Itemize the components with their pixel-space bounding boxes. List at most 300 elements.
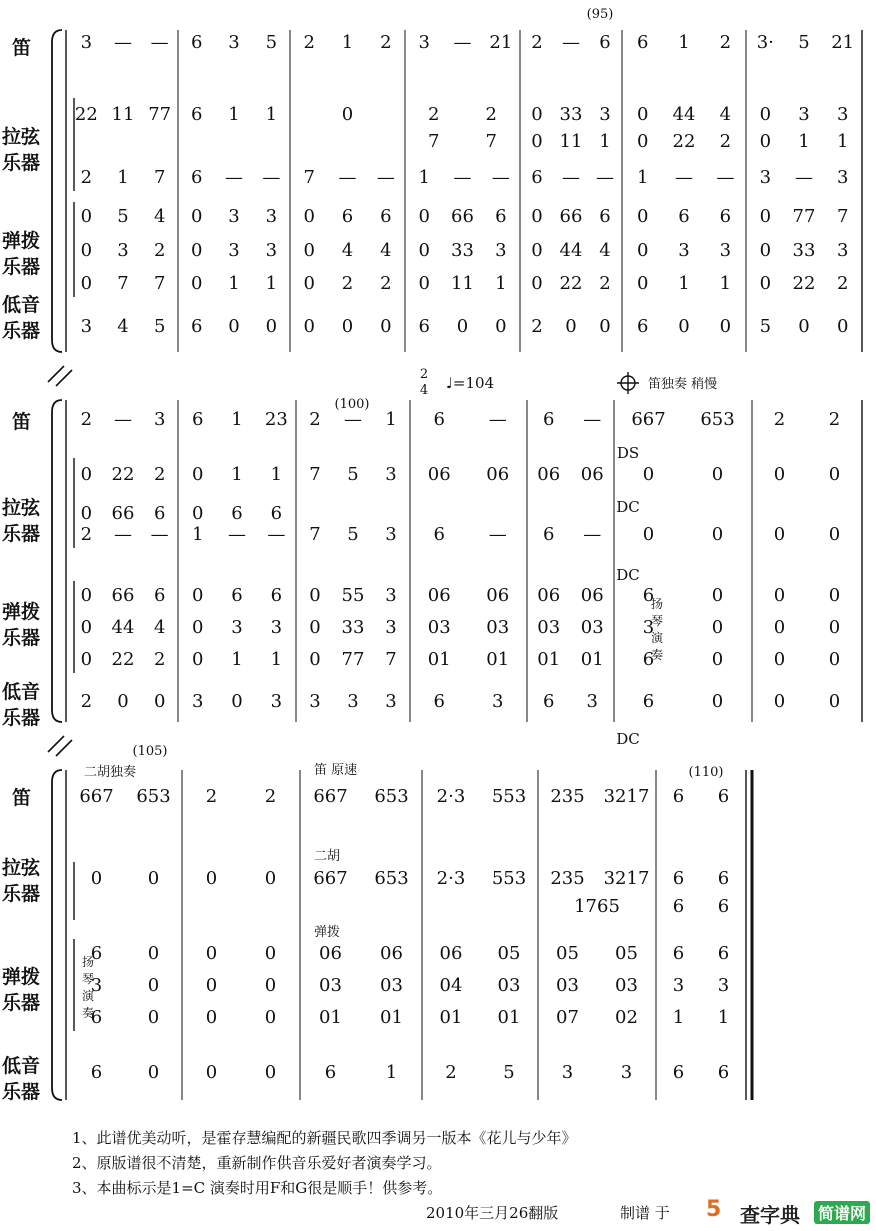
plucked-note: 0	[636, 273, 649, 294]
bass-note: 0	[341, 316, 354, 337]
plucked-label: 弹拨	[314, 925, 341, 940]
strings-note: 2	[80, 167, 93, 188]
plucked-note: 0	[191, 649, 204, 670]
plucked-note: 0	[147, 943, 160, 964]
plucked-note: 77	[341, 649, 365, 670]
strings-note: 3	[759, 167, 772, 188]
ds-marking: DS	[616, 444, 640, 462]
flute-note: 1	[678, 32, 690, 53]
strings-note: 0	[191, 464, 204, 485]
bass-note: 6	[672, 1062, 685, 1083]
plucked-note: 3	[678, 240, 690, 261]
watermark-logo	[706, 1197, 874, 1229]
bass-note: 0	[228, 316, 240, 337]
plucked-note: 0	[264, 1007, 277, 1028]
plucked-note: 2	[380, 273, 392, 294]
strings-note: —	[267, 524, 286, 545]
bass-note: 0	[147, 1062, 160, 1083]
strings-note: 33	[559, 104, 583, 125]
plucked-note: 4	[599, 240, 611, 261]
strings-note: 235	[550, 868, 585, 889]
flute-note: 2	[205, 786, 218, 807]
flute-note: 3	[153, 409, 166, 430]
plucked-note: 0	[418, 273, 430, 294]
strings-note: 66	[111, 503, 135, 524]
plucked-note: 1	[672, 1007, 685, 1028]
plucked-note: 44	[559, 240, 583, 261]
strings-note: 3217	[603, 868, 650, 889]
plucked-note: 05	[556, 943, 579, 964]
plucked-note: 0	[636, 206, 649, 227]
plucked-note: 77	[792, 206, 816, 227]
bass-note: 3	[620, 1062, 633, 1083]
plucked-note: 3	[265, 240, 278, 261]
strings-note: 653	[374, 868, 409, 889]
flute-note: 2	[264, 786, 277, 807]
plucked-note: 01	[580, 649, 604, 670]
strings-note: 7	[485, 131, 497, 152]
flute-note: 2	[719, 32, 732, 53]
strings-note: 1	[265, 104, 278, 125]
plucked-note: 0	[773, 649, 786, 670]
plucked-note: 0	[190, 206, 203, 227]
dc-marking: DC	[616, 498, 640, 516]
bass-note: 0	[231, 691, 243, 712]
strings-note: 667	[313, 868, 348, 889]
bass-note: 6	[717, 1062, 730, 1083]
plucked-note: 0	[303, 273, 315, 294]
strings-note: 0	[828, 524, 841, 545]
strings-note: —	[453, 167, 472, 188]
flute-note: 2	[828, 409, 841, 430]
plucked-note: 03	[319, 975, 342, 996]
strings-note: —	[562, 167, 580, 188]
bass-note: 3	[586, 691, 598, 712]
strings-note: 4	[719, 104, 732, 125]
plucked-note: 6	[717, 943, 730, 964]
plucked-note: 11	[451, 273, 474, 294]
plucked-note: 3	[265, 206, 278, 227]
bass-note: 2	[80, 691, 93, 712]
flute-note: 2	[380, 32, 392, 53]
time-signature-top: 2	[419, 367, 429, 382]
logo-mark: 5	[706, 1197, 722, 1222]
bass-note: 0	[264, 1062, 277, 1083]
flute-note: 6	[717, 786, 730, 807]
plucked-note: 6	[270, 585, 283, 606]
plucked-note: 0	[711, 585, 724, 606]
plucked-note: 01	[497, 1007, 521, 1028]
label-bass-3a: 低音	[2, 1055, 41, 1077]
plucked-note: 0	[759, 206, 772, 227]
strings-note: 1	[798, 131, 810, 152]
measure-number: (105)	[132, 744, 168, 759]
plucked-note: 6	[153, 585, 166, 606]
plucked-note: 3	[719, 240, 732, 261]
strings-note: 0	[80, 464, 93, 485]
bass-note: 3	[309, 691, 321, 712]
strings-note: 1	[418, 167, 430, 188]
plucked-note: 44	[111, 617, 135, 638]
flute-note: 6	[191, 409, 204, 430]
flute-note: 5	[265, 32, 278, 53]
plucked-note: 06	[537, 585, 561, 606]
strings-note: 5	[347, 524, 359, 545]
plucked-note: 04	[439, 975, 463, 996]
strings-note: 0	[341, 104, 354, 125]
strings-note: 0	[205, 868, 218, 889]
yangqin-label: 奏	[81, 1006, 95, 1020]
strings-note: 6	[531, 167, 543, 188]
plucked-note: 3	[228, 206, 240, 227]
strings-note: 2·3	[436, 868, 466, 889]
plucked-note: 0	[80, 617, 93, 638]
strings-note: 0	[828, 464, 841, 485]
strings-note: 6	[672, 896, 685, 917]
plucked-note: 33	[792, 240, 816, 261]
strings-note: 2	[80, 524, 93, 545]
bass-note: 0	[456, 316, 469, 337]
logo-name: 查字典	[740, 1203, 800, 1227]
strings-note: 553	[491, 868, 527, 889]
yangqin-label: 琴	[650, 614, 664, 628]
plucked-note: 6	[495, 206, 507, 227]
plucked-note: 0	[531, 206, 543, 227]
plucked-note: 0	[191, 585, 204, 606]
bass-note: 5	[153, 316, 166, 337]
label-strings-1b: 乐器	[2, 152, 41, 174]
plucked-note: 22	[559, 273, 583, 294]
strings-note: 06	[580, 464, 604, 485]
label-plucked-3b: 乐器	[2, 992, 41, 1014]
plucked-note: 0	[759, 273, 772, 294]
strings-note: 1765	[574, 896, 620, 917]
plucked-note: 03	[380, 975, 403, 996]
plucked-note: 6	[90, 1007, 103, 1028]
bass-note: 0	[495, 316, 507, 337]
plucked-note: 02	[615, 1007, 638, 1028]
bass-note: 5	[759, 316, 772, 337]
strings-note: 0	[636, 131, 649, 152]
label-bass-1b: 乐器	[2, 320, 41, 342]
flute-note: 235	[550, 786, 585, 807]
footnote-3: 3、本曲标示是1=C 演奏时用F和G很是顺手！供参考。	[72, 1179, 443, 1197]
flute-tempo-label: 笛 原速	[314, 763, 358, 778]
label-strings-2b: 乐器	[2, 523, 41, 545]
label-bass-3b: 乐器	[2, 1081, 41, 1103]
bass-note: 0	[798, 316, 810, 337]
label-strings-2a: 拉弦	[2, 497, 41, 519]
plucked-note: 0	[205, 975, 218, 996]
measure-number: (100)	[334, 397, 370, 412]
strings-note: —	[488, 524, 507, 545]
bass-note: 0	[153, 691, 166, 712]
label-bass-2a: 低音	[2, 681, 41, 703]
strings-note: 06	[537, 464, 561, 485]
plucked-note: 01	[537, 649, 561, 670]
plucked-note: 06	[319, 943, 342, 964]
strings-note: 22	[111, 464, 135, 485]
strings-note: 1	[228, 104, 240, 125]
time-signature-bottom: 4	[419, 383, 429, 398]
flute-note: —	[583, 409, 602, 430]
label-plucked-1b: 乐器	[2, 256, 41, 278]
bass-note: 0	[678, 316, 690, 337]
plucked-note: 0	[828, 585, 841, 606]
system-bracket	[52, 400, 62, 722]
strings-note: 7	[303, 167, 315, 188]
plucked-note: 01	[486, 649, 510, 670]
plucked-note: 22	[111, 649, 135, 670]
flute-note: 1	[341, 32, 354, 53]
strings-note: 22	[672, 131, 696, 152]
flute-note: 6	[190, 32, 203, 53]
plucked-note: 01	[380, 1007, 403, 1028]
strings-note: 6	[672, 868, 685, 889]
plucked-note: 05	[615, 943, 638, 964]
strings-note: 6	[270, 503, 283, 524]
erhu-solo-label: 二胡独奏	[84, 765, 137, 780]
strings-note: —	[491, 167, 510, 188]
plucked-note: 1	[265, 273, 278, 294]
flute-note: 2	[773, 409, 786, 430]
strings-note: 0	[711, 524, 724, 545]
plucked-note: 1	[719, 273, 732, 294]
bass-note: 6	[324, 1062, 337, 1083]
label-plucked-2a: 弹拨	[2, 601, 41, 623]
bass-note: 3	[385, 691, 397, 712]
bass-note: 6	[642, 691, 655, 712]
flute-note: 667	[79, 786, 114, 807]
bass-note: 1	[385, 1062, 398, 1083]
footer-maker: 制谱 于	[620, 1204, 670, 1222]
flute-note: 6	[672, 786, 685, 807]
plucked-note: 0	[309, 649, 321, 670]
bass-note: 3	[191, 691, 204, 712]
strings-note: 6	[153, 503, 166, 524]
bass-note: 6	[418, 316, 430, 337]
plucked-note: 0	[190, 273, 203, 294]
plucked-note: 3	[385, 617, 397, 638]
tempo-marking: ♩=104	[445, 374, 495, 392]
bass-note: 2	[531, 316, 543, 337]
plucked-note: 66	[451, 206, 474, 227]
plucked-note: 1	[495, 273, 507, 294]
bass-note: 0	[711, 691, 724, 712]
strings-note: 6	[717, 896, 730, 917]
strings-note: 6	[190, 104, 203, 125]
label-flute-2: 笛	[12, 411, 32, 433]
plucked-note: 0	[309, 617, 321, 638]
strings-note: 0	[642, 524, 655, 545]
flute-note: —	[114, 409, 132, 430]
plucked-note: 6	[672, 943, 685, 964]
plucked-note: 6	[719, 206, 732, 227]
plucked-note: 0	[531, 273, 543, 294]
plucked-note: 06	[427, 585, 451, 606]
bass-note: 6	[636, 316, 649, 337]
plucked-note: 0	[264, 975, 277, 996]
strings-note: 3	[836, 104, 849, 125]
footnote-1: 1、此谱优美动听，是霍存慧编配的新疆民歌四季调另一版本《花儿与少年》	[72, 1129, 577, 1147]
plucked-note: 2	[153, 649, 166, 670]
plucked-note: 0	[759, 240, 772, 261]
plucked-note: 06	[486, 585, 510, 606]
strings-note: 7	[309, 524, 321, 545]
strings-note: —	[338, 167, 357, 188]
label-bass-2b: 乐器	[2, 707, 41, 729]
strings-note: 0	[636, 104, 649, 125]
plucked-note: 7	[117, 273, 129, 294]
flute-note: 6	[543, 409, 555, 430]
flute-note: —	[453, 32, 472, 53]
plucked-note: 66	[559, 206, 583, 227]
measure-number: (110)	[688, 765, 724, 780]
strings-note: 6	[231, 503, 243, 524]
strings-note: 7	[309, 464, 321, 485]
plucked-note: 2	[599, 273, 611, 294]
plucked-note: 6	[678, 206, 690, 227]
strings-note: 0	[147, 868, 160, 889]
flute-note: 6	[433, 409, 445, 430]
plucked-note: 3	[228, 240, 240, 261]
strings-note: 7	[153, 167, 166, 188]
flute-note: 3	[418, 32, 430, 53]
bass-note: 0	[773, 691, 786, 712]
plucked-note: 0	[711, 617, 724, 638]
bass-note: 5	[503, 1062, 515, 1083]
bass-note: 4	[117, 316, 129, 337]
strings-note: 0	[759, 104, 772, 125]
plucked-note: 06	[580, 585, 604, 606]
dc-marking: DC	[616, 730, 640, 748]
plucked-note: 3	[385, 585, 397, 606]
flute-note: —	[488, 409, 507, 430]
plucked-note: 01	[439, 1007, 463, 1028]
flute-note: —	[562, 32, 580, 53]
plucked-note: 0	[205, 1007, 218, 1028]
strings-note: —	[150, 524, 169, 545]
plucked-note: 05	[497, 943, 521, 964]
strings-note: 3	[385, 464, 397, 485]
plucked-note: 3	[90, 975, 103, 996]
plucked-note: 06	[380, 943, 403, 964]
label-strings-1a: 拉弦	[2, 126, 41, 148]
strings-note: 06	[427, 464, 451, 485]
strings-note: 22	[74, 104, 98, 125]
plucked-note: 0	[80, 649, 93, 670]
plucked-note: 03	[497, 975, 521, 996]
strings-note: —	[596, 167, 614, 188]
bass-note: 0	[205, 1062, 218, 1083]
flute-note: 667	[313, 786, 348, 807]
plucked-note: 03	[615, 975, 638, 996]
bass-note: 0	[303, 316, 315, 337]
flute-note: 21	[831, 32, 855, 53]
strings-note: —	[795, 167, 813, 188]
system-bracket	[52, 770, 62, 1100]
plucked-note: 3	[642, 617, 655, 638]
plucked-note: 0	[191, 617, 204, 638]
label-plucked-2b: 乐器	[2, 627, 41, 649]
strings-note: 0	[531, 104, 543, 125]
flute-note: 2	[309, 409, 321, 430]
strings-note: —	[225, 167, 243, 188]
strings-note: —	[716, 167, 735, 188]
plucked-note: 7	[385, 649, 397, 670]
system-bracket	[52, 30, 62, 352]
strings-note: 7	[428, 131, 440, 152]
strings-note: 0	[773, 524, 786, 545]
yangqin-label: 演	[650, 631, 664, 645]
plucked-note: 0	[190, 240, 203, 261]
plucked-note: 4	[380, 240, 392, 261]
plucked-note: 0	[773, 585, 786, 606]
flute-note: 667	[631, 409, 666, 430]
strings-note: —	[583, 524, 602, 545]
logo-badge: 简谱网	[814, 1201, 870, 1224]
strings-note: 1	[836, 131, 849, 152]
yangqin-label: 琴	[81, 972, 95, 986]
plucked-note: 55	[341, 585, 365, 606]
plucked-note: 3	[672, 975, 685, 996]
plucked-note: 4	[153, 206, 166, 227]
strings-note: 1	[270, 464, 283, 485]
bass-note: 3	[492, 691, 504, 712]
measure-number: (95)	[586, 7, 614, 22]
flute-note: —	[344, 409, 362, 430]
label-plucked-3a: 弹拨	[2, 966, 41, 988]
strings-note: 0	[531, 131, 543, 152]
strings-note: —	[228, 524, 246, 545]
bass-note: 3	[80, 316, 93, 337]
strings-note: 06	[486, 464, 510, 485]
plucked-note: 5	[117, 206, 129, 227]
plucked-note: 66	[111, 585, 135, 606]
flute-note: 23	[264, 409, 288, 430]
flute-note: —	[150, 32, 169, 53]
plucked-note: 0	[828, 649, 841, 670]
strings-note: 44	[672, 104, 696, 125]
plucked-note: 1	[228, 273, 240, 294]
plucked-note: 01	[319, 1007, 342, 1028]
bass-note: 0	[828, 691, 841, 712]
footnote-2: 2、原版谱很不清楚，重新制作供音乐爱好者演奏学习。	[72, 1154, 442, 1172]
flute-note: 2	[80, 409, 93, 430]
plucked-note: 03	[537, 617, 561, 638]
bass-note: 6	[90, 1062, 103, 1083]
bass-note: 6	[543, 691, 555, 712]
plucked-note: 0	[418, 206, 430, 227]
yangqin-label: 演	[81, 989, 95, 1003]
plucked-note: 06	[439, 943, 463, 964]
flute-note: 2	[531, 32, 543, 53]
bass-note: 0	[599, 316, 611, 337]
plucked-note: 3	[270, 617, 283, 638]
plucked-note: 1	[678, 273, 690, 294]
strings-note: 2	[485, 104, 497, 125]
strings-note: 2	[153, 464, 166, 485]
flute-note: 3·	[756, 32, 774, 53]
flute-note: 21	[489, 32, 513, 53]
plucked-note: 2	[836, 273, 849, 294]
plucked-note: 6	[231, 585, 243, 606]
strings-note: 6	[543, 524, 555, 545]
coda-text: 笛独奏 稍慢	[648, 377, 718, 392]
plucked-note: 4	[153, 617, 166, 638]
flute-note: 3217	[603, 786, 650, 807]
plucked-note: 0	[303, 240, 315, 261]
